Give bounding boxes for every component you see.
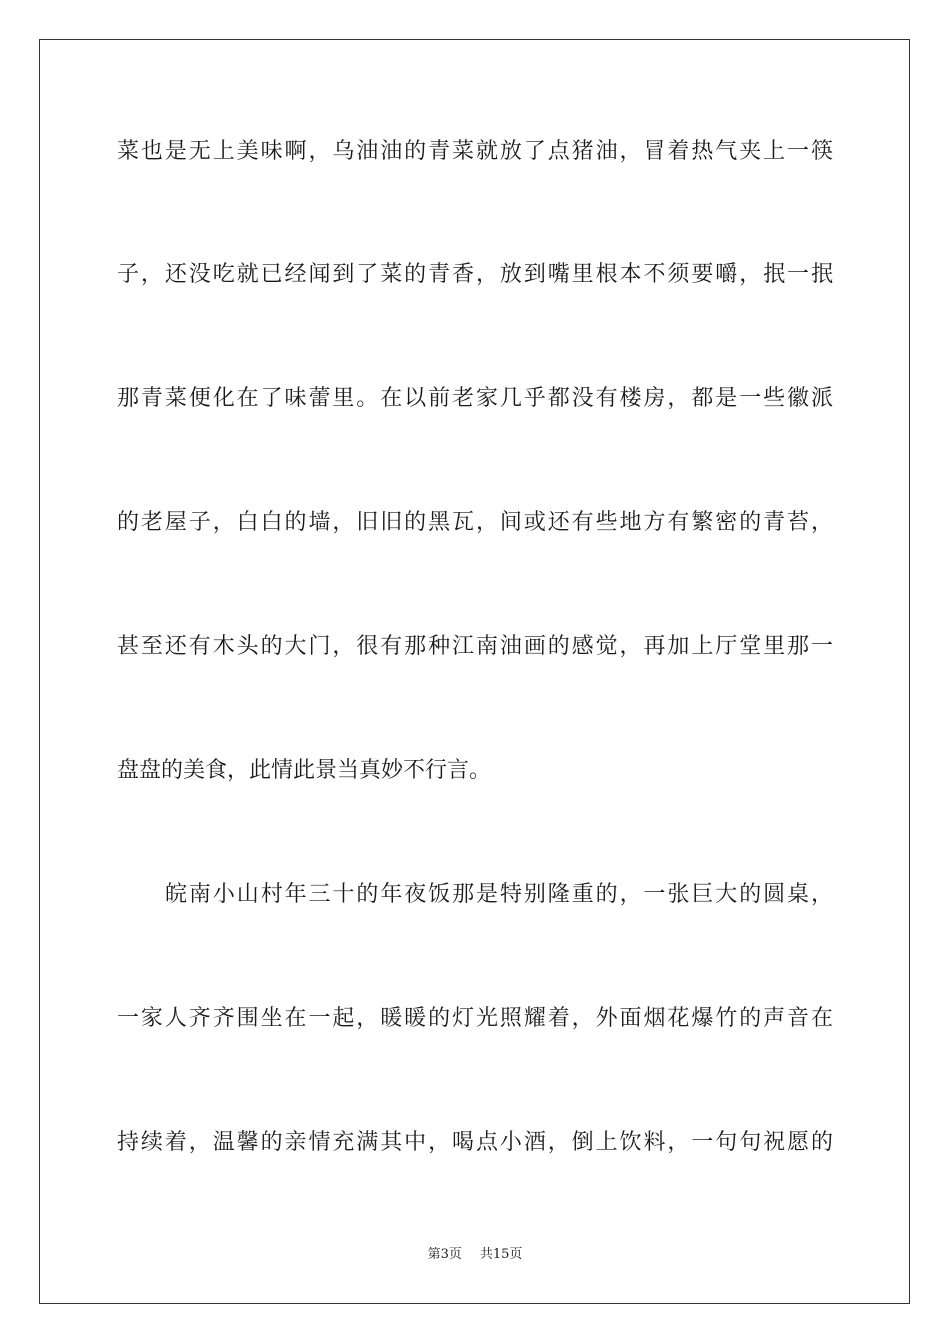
text-line: 菜也是无上美味啊，乌油油的青菜就放了点猪油，冒着热气夹上一筷 <box>117 139 833 164</box>
page-number: 第3页 <box>427 1247 462 1262</box>
page-total: 共15页 <box>479 1247 523 1262</box>
text-line: 的老屋子，白白的墙，旧旧的黑瓦，间或还有些地方有繁密的青苔， <box>117 510 833 535</box>
text-line: 那青菜便化在了味蕾里。在以前老家几乎都没有楼房，都是一些徽派 <box>117 386 833 411</box>
text-line: 一家人齐齐围坐在一起，暖暖的灯光照耀着，外面烟花爆竹的声音在 <box>117 1006 833 1031</box>
text-line: 子，还没吃就已经闻到了菜的青香，放到嘴里根本不须要嚼，抿一抿 <box>117 262 833 287</box>
text-line: 盘盘的美食，此情此景当真妙不行言。 <box>117 758 492 783</box>
page-border <box>39 39 910 1304</box>
text-line: 甚至还有木头的大门，很有那种江南油画的感觉，再加上厅堂里那一 <box>117 634 833 659</box>
page-footer <box>0 1246 950 1264</box>
paragraph-first-line: 皖南小山村年三十的年夜饭那是特别隆重的，一张巨大的圆桌， <box>165 882 833 907</box>
text-line: 持续着，温馨的亲情充满其中，喝点小酒，倒上饮料，一句句祝愿的 <box>117 1130 833 1155</box>
